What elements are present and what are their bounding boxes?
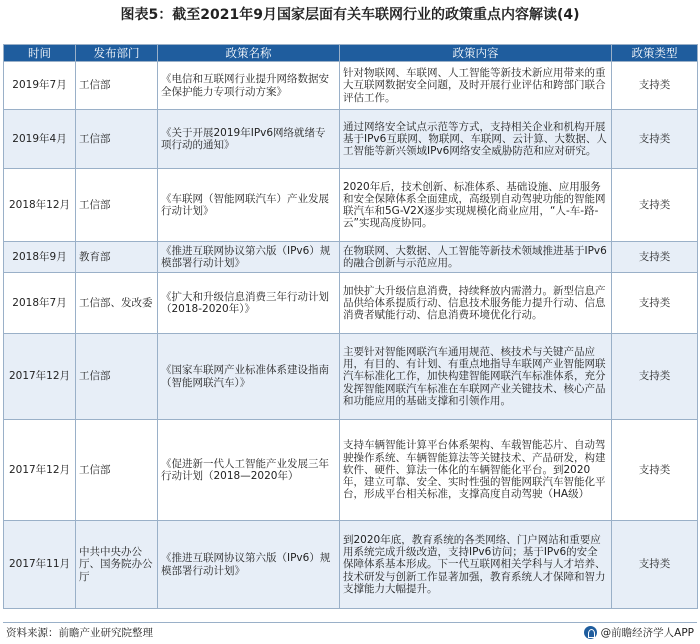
table-row bbox=[4, 110, 698, 169]
table-row bbox=[4, 521, 698, 609]
brand-footer bbox=[584, 625, 694, 640]
cell-content: 加快扩大升级信息消费，持续释放内需潜力。新型信息产品供给体系提质行动、信息技术服务能力提升行动、信息消费者赋能行动、信息消费环境优化行动。 bbox=[340, 273, 612, 334]
cell-time: 2019年4月 bbox=[4, 110, 76, 169]
cell-type: 支持类 bbox=[612, 273, 698, 334]
cell-type: 支持类 bbox=[612, 521, 698, 609]
table-row bbox=[4, 334, 698, 420]
policy-table bbox=[3, 44, 698, 609]
source-note: 资料来源：前瞻产业研究院整理 bbox=[6, 627, 153, 639]
cell-dept: 工信部 bbox=[76, 334, 158, 420]
cell-type: 支持类 bbox=[612, 334, 698, 420]
cell-time: 2017年12月 bbox=[4, 420, 76, 521]
cell-name: 《车联网（智能网联汽车）产业发展行动计划》 bbox=[158, 169, 340, 242]
cell-name: 《电信和互联网行业提升网络数据安全保护能力专项行动方案》 bbox=[158, 62, 340, 110]
cell-content: 2020年后，技术创新、标准体系、基础设施、应用服务和安全保障体系全面建成，高级别自动驾驶功能的智能网联汽车和5G-V2X逐步实现规模化商业应用，“人-车-路-云”实现高度协同。 bbox=[340, 169, 612, 242]
table-row bbox=[4, 273, 698, 334]
table-row bbox=[4, 62, 698, 110]
cell-name: 《促进新一代人工智能产业发展三年行动计划（2018—2020年） bbox=[158, 420, 340, 521]
cell-content: 主要针对智能网联汽车通用规范、核技术与关键产品应用，有目的、有计划、有重点地指导车联网产业智能网联汽车标准化工作，加快构建智能网联汽车标准体系，充分发挥智能网联汽车标准在车联网产业关键技术、核心产品和功能应用的基础支撑和引领作用。 bbox=[340, 334, 612, 420]
cell-dept: 工信部、发改委 bbox=[76, 273, 158, 334]
cell-dept: 工信部 bbox=[76, 62, 158, 110]
table-row bbox=[4, 169, 698, 242]
cell-content: 针对物联网、车联网、人工智能等新技术新应用带来的重大互联网数据安全问题，及时开展行业评估和跨部门联合评估工作。 bbox=[340, 62, 612, 110]
cell-type: 支持类 bbox=[612, 169, 698, 242]
cell-time: 2017年11月 bbox=[4, 521, 76, 609]
cell-dept: 教育部 bbox=[76, 242, 158, 273]
cell-dept: 工信部 bbox=[76, 169, 158, 242]
brand-label: @前瞻经济学人APP bbox=[600, 627, 694, 639]
footer-divider bbox=[3, 622, 697, 623]
cell-content: 通过网络安全试点示范等方式，支持相关企业和机构开展基于IPv6互联网、物联网、车联网、云计算、大数据、人工智能等新兴领域IPv6网络安全威胁防范和应对研究。 bbox=[340, 110, 612, 169]
cell-time: 2018年7月 bbox=[4, 273, 76, 334]
cell-name: 《推进互联网协议第六版（IPv6）规模部署行动计划》 bbox=[158, 242, 340, 273]
header-time: 时间 bbox=[4, 45, 76, 62]
cell-time: 2018年12月 bbox=[4, 169, 76, 242]
cell-dept: 工信部 bbox=[76, 110, 158, 169]
cell-name: 《扩大和升级信息消费三年行动计划（2018-2020年）》 bbox=[158, 273, 340, 334]
cell-dept: 中共中央办公厅、国务院办公厅 bbox=[76, 521, 158, 609]
cell-content: 到2020年底，教育系统的各类网络、门户网站和重要应用系统完成升级改造，支持IPv6访问；基于IPv6的安全保障体系基本形成。下一代互联网相关学科与人才培养、技术研发与创新工作显著加强，教育系统人才保障和智力支撑能力大幅提升。 bbox=[340, 521, 612, 609]
cell-time: 2019年7月 bbox=[4, 62, 76, 110]
cell-type: 支持类 bbox=[612, 110, 698, 169]
brand-logo-icon bbox=[584, 626, 597, 639]
header-name: 政策名称 bbox=[158, 45, 340, 62]
cell-dept: 工信部 bbox=[76, 420, 158, 521]
cell-name: 《国家车联网产业标准体系建设指南（智能网联汽车）》 bbox=[158, 334, 340, 420]
table-row bbox=[4, 242, 698, 273]
table-header-row bbox=[4, 45, 698, 62]
cell-type: 支持类 bbox=[612, 62, 698, 110]
cell-type: 支持类 bbox=[612, 420, 698, 521]
table-row bbox=[4, 420, 698, 521]
cell-content: 支持车辆智能计算平台体系架构、车载智能芯片、自动驾驶操作系统、车辆智能算法等关键技术、产品研发，构建软件、硬件、算法一体化的车辆智能化平台。到2020年，建立可靠、安全、实时性强的智能网联汽车智能化平台，形成平台相关标准，支撑高度自动驾驶（HA级） bbox=[340, 420, 612, 521]
header-dept: 发布部门 bbox=[76, 45, 158, 62]
cell-time: 2017年12月 bbox=[4, 334, 76, 420]
cell-time: 2018年9月 bbox=[4, 242, 76, 273]
cell-type: 支持类 bbox=[612, 242, 698, 273]
header-content: 政策内容 bbox=[340, 45, 612, 62]
chart-title: 图表5：截至2021年9月国家层面有关车联网行业的政策重点内容解读(4) bbox=[120, 7, 580, 23]
cell-content: 在物联网、大数据、人工智能等新技术领域推进基于IPv6的融合创新与示范应用。 bbox=[340, 242, 612, 273]
cell-name: 《关于开展2019年IPv6网络就绪专项行动的通知》 bbox=[158, 110, 340, 169]
header-type: 政策类型 bbox=[612, 45, 698, 62]
cell-name: 《推进互联网协议第六版（IPv6）规模部署行动计划》 bbox=[158, 521, 340, 609]
